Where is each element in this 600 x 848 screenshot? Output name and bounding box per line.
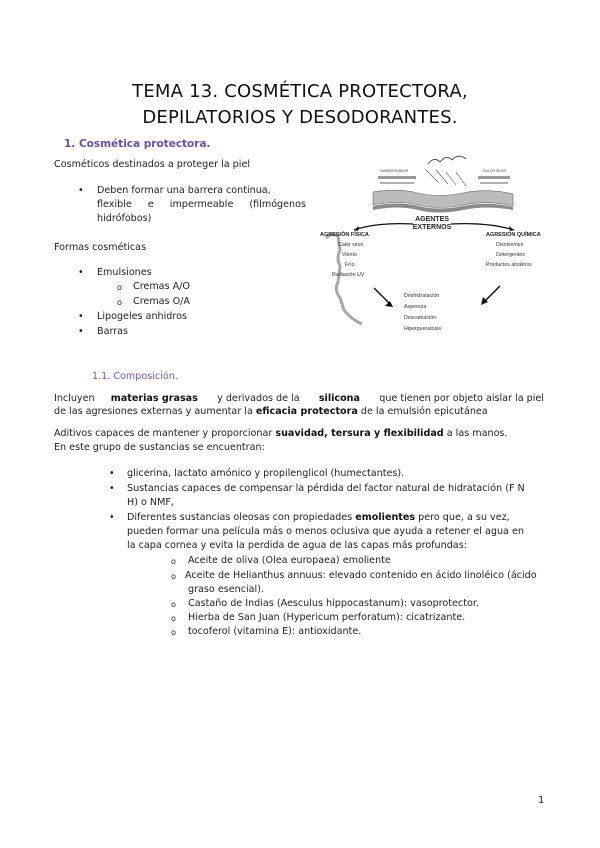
p1-derivados: y derivados de la bbox=[214, 393, 303, 404]
fisica-title: AGRESIÓN FÍSICA bbox=[320, 232, 369, 238]
fisica-item: Radiación UV bbox=[332, 272, 365, 278]
barrier-line-3: hidrófobos) bbox=[97, 213, 152, 224]
forms-label: Formas cosméticas bbox=[54, 242, 147, 253]
figure-agentes-1: AGENTES bbox=[415, 216, 449, 223]
p2-aditivos: Aditivos capaces de mantener y proporcionar bbox=[54, 428, 276, 439]
composicion-p2-line2: En este grupo de sustancias se encuentran: bbox=[54, 442, 265, 453]
effect-item: Descamación bbox=[404, 315, 437, 321]
p2-suavidad: suavidad, tersura y flexibilidad bbox=[275, 428, 444, 439]
composicion-p1-line1 bbox=[54, 392, 544, 405]
form-cremas-oa: Cremas O/A bbox=[133, 296, 190, 307]
bullet-dot: • bbox=[109, 468, 115, 479]
barrier-line-2 bbox=[97, 198, 312, 211]
sub-bullet-o: o bbox=[117, 283, 122, 292]
intro-text: Cosméticos destinados a proteger la piel bbox=[54, 159, 251, 170]
sub-bullet-o: o bbox=[171, 572, 176, 581]
oil-helianthus-line2: graso esencial). bbox=[188, 584, 264, 595]
arrow-down-left bbox=[374, 288, 390, 304]
section-heading: 1. Cosmética protectora. bbox=[64, 138, 211, 150]
composicion-p1-line2 bbox=[54, 405, 488, 418]
item-glicerina: glicerina, lactato amónico y propilenglicol (humectantes). bbox=[127, 468, 405, 479]
p1-incluyen: Incluyen bbox=[54, 393, 95, 404]
p1-agresiones: de las agresiones externas y aumentar la bbox=[54, 406, 256, 417]
p1-emulsion: de la emulsión epicutánea bbox=[357, 406, 488, 417]
composicion-p2-line1 bbox=[54, 427, 544, 440]
arrow-down-right bbox=[484, 286, 500, 302]
effect-item: Deshidratación bbox=[404, 293, 440, 299]
item-oleosas-line3: la capa cornea y evita la perdida de agua de las capas más profundas: bbox=[127, 540, 467, 551]
sub-bullet-o: o bbox=[117, 298, 122, 307]
barrier-line-1 bbox=[97, 184, 312, 197]
oleosas-emolientes: emolientes bbox=[355, 512, 416, 523]
skin-illustration bbox=[373, 156, 513, 212]
bullet-dot: • bbox=[78, 267, 84, 278]
form-emulsiones: Emulsiones bbox=[97, 267, 152, 278]
quimica-item: Productos alcalinos bbox=[486, 262, 532, 268]
bullet-dot: • bbox=[109, 483, 115, 494]
fisica-item: Calor seco bbox=[338, 242, 364, 248]
page-title-line-2: DEPILATORIOS Y DESODORANTES. bbox=[142, 107, 458, 128]
bullet-dot: • bbox=[78, 326, 84, 337]
subsection-heading: 1.1. Composición. bbox=[92, 371, 178, 382]
p2-manos: a las manos. bbox=[443, 428, 508, 439]
barrier-line-1-text: Deben formar una barrera continua, bbox=[97, 185, 271, 196]
form-barras: Barras bbox=[97, 326, 129, 337]
skin-aggression-figure bbox=[318, 150, 550, 340]
quimica-item: Disolventes bbox=[496, 242, 524, 248]
bullet-dot: • bbox=[109, 512, 115, 523]
page-number: 1 bbox=[538, 795, 545, 806]
oil-castano: Castaño de Indias (Aesculus hippocastanum): vasoprotector. bbox=[188, 598, 479, 609]
p1-eficacia: eficacia protectora bbox=[255, 406, 358, 417]
item-nmf-line1: Sustancias capaces de compensar la pérdida del factor natural de hidratación (F N bbox=[127, 483, 525, 494]
arrow-right bbox=[451, 224, 514, 230]
fisica-item: Viento bbox=[342, 252, 357, 258]
oil-oliva: Aceite de oliva (Olea europaea) emoliente bbox=[188, 555, 391, 566]
form-cremas-ao: Cremas A/O bbox=[133, 281, 190, 292]
figure-agentes-2: EXTERNOS bbox=[412, 224, 452, 231]
form-lipogeles: Lipogeles anhidros bbox=[97, 311, 187, 322]
oil-hierba: Hierba de San Juan (Hypericum perforatum): cicatrizante. bbox=[188, 612, 466, 623]
item-nmf-line2: H) o NMF, bbox=[127, 497, 174, 508]
oil-helianthus-line1: Aceite de Helianthus annuus: elevado contenido en ácido linoléico (ácido bbox=[185, 570, 537, 581]
p1-silicona: silicona bbox=[318, 393, 360, 404]
sub-bullet-o: o bbox=[171, 614, 176, 623]
oleosas-c: pero que, a su vez, bbox=[415, 512, 510, 523]
page-title-line-1: TEMA 13. COSMÉTICA PROTECTORA, bbox=[132, 81, 468, 102]
oleosas-a: Diferentes sustancias oleosas con propiedades bbox=[127, 512, 356, 523]
p1-materias-grasas: materias grasas bbox=[110, 393, 198, 404]
sub-bullet-o: o bbox=[171, 628, 176, 637]
quimica-title: AGRESIÓN QUÍMICA bbox=[486, 232, 541, 238]
effect-item: Hiperqueratosis bbox=[404, 326, 442, 332]
svg-text:HUMIDIFICADOR: HUMIDIFICADOR bbox=[380, 169, 409, 173]
item-oleosas-line2: pueden formar una película más o menos oclusiva que ayuda a retener el agua en bbox=[127, 526, 524, 537]
bullet-dot: • bbox=[78, 311, 84, 322]
arrow-left bbox=[354, 224, 413, 230]
barrier-line-2-text: flexible e impermeable (filmógenos bbox=[97, 199, 306, 210]
p1-objeto: que tienen por objeto aislar la piel bbox=[376, 393, 544, 404]
oil-tocoferol: tocoferol (vitamina E): antioxidante. bbox=[188, 626, 362, 637]
svg-text:CALOR SECO: CALOR SECO bbox=[483, 169, 506, 173]
sub-bullet-o: o bbox=[171, 557, 176, 566]
effect-item: Aspereza bbox=[404, 304, 427, 310]
item-oleosas-line1 bbox=[127, 511, 545, 524]
fisica-item: Frío bbox=[345, 262, 355, 268]
quimica-item: Detergentes bbox=[496, 252, 525, 258]
bullet-dot: • bbox=[78, 185, 84, 196]
sub-bullet-o: o bbox=[171, 600, 176, 609]
